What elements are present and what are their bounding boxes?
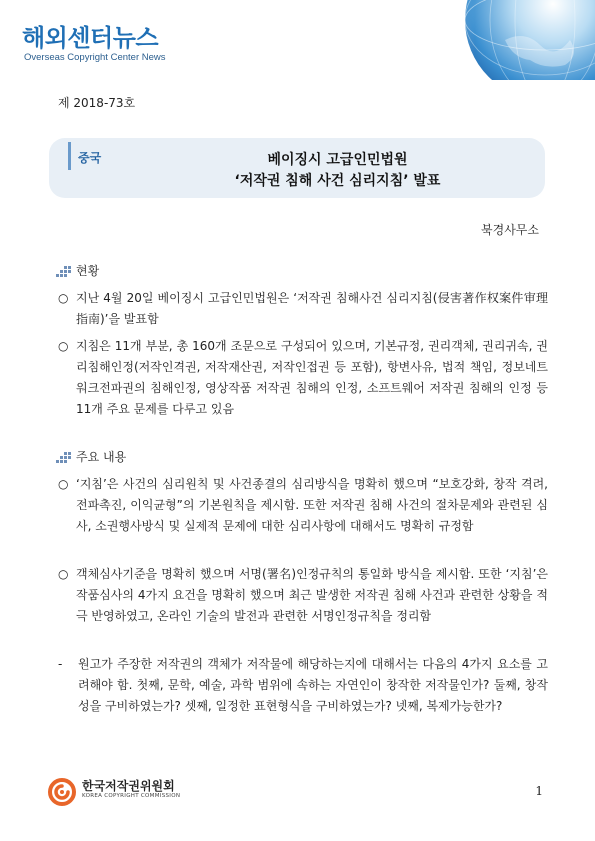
footer-logo xyxy=(48,774,258,808)
article-title-line1: 베이징시 고급인민법원 xyxy=(267,152,408,168)
footer-org-name: 한국저작권위원회 xyxy=(82,779,175,793)
dash-bullet-icon: - xyxy=(58,657,63,671)
footer-org-name-en: KOREA COPYRIGHT COMMISSION xyxy=(82,793,181,799)
section-dots-icon xyxy=(56,265,72,277)
circle-bullet-icon: ○ xyxy=(58,567,69,581)
page-number: 1 xyxy=(535,784,543,798)
list-item-text: 객체심사기준을 명확히 했으며 서명(署名)인정규칙의 통일화 방식을 제시함. 또한 ‘지침’은 작품심사의 4가지 요건을 명확히 했으며 최근 발생한 저작권 침해 사건과 관련한 상황을 적극 반영하였고, 온라인 기술의 발전과 관련한 서명인정규칙을 정리함 xyxy=(76,567,548,623)
list-item-text: 원고가 주장한 저작권의 객체가 저작물에 해당하는지에 대해서는 다음의 4가지 요소를 고려해야 함. 첫째, 문학, 예술, 과학 범위에 속하는 자연인이 창작한 저작물인가? 둘째, 창작성을 구비하였는가? 셋째, 일정한 표현형식을 구비하였는가? 넷째, 복제가능한가? xyxy=(78,657,548,713)
section-heading-status xyxy=(56,262,99,279)
circle-bullet-icon: ○ xyxy=(58,339,69,353)
copyright-commission-logo-icon xyxy=(48,778,76,810)
newsletter-header xyxy=(0,0,595,80)
section-heading-main-content xyxy=(56,448,126,465)
issue-number: 제 2018-73호 xyxy=(58,96,136,110)
list-item xyxy=(58,474,548,537)
list-item xyxy=(58,336,548,420)
section-heading-label: 주요 내용 xyxy=(76,450,127,464)
list-item xyxy=(58,654,548,717)
newsletter-title: 해외센터뉴스 xyxy=(22,24,159,52)
list-item xyxy=(58,564,548,627)
section-heading-label: 현황 xyxy=(76,264,100,278)
list-item xyxy=(58,288,548,330)
list-item-text: 지침은 11개 부분, 총 160개 조문으로 구성되어 있으며, 기본규정, 권리객체, 권리귀속, 권리침해인정(저작인격권, 저작재산권, 저작인접권 등 포함), 항변사유, 법적 책임, 정보네트워크전파권의 침해인정, 영상작품 저작권 침해의 인정, 소프트웨어 저작권 침해의 인정 등 11개 주요 문제를 다루고 있음 xyxy=(76,339,548,416)
newsletter-subtitle: Overseas Copyright Center News xyxy=(24,52,166,63)
globe-graphic xyxy=(395,0,595,80)
list-item-text: 지난 4월 20일 베이징시 고급인민법원은 ‘저작권 침해사건 심리지침(侵害著作权案件审理指南)’을 발표함 xyxy=(76,291,548,326)
circle-bullet-icon: ○ xyxy=(58,477,69,491)
section-dots-icon xyxy=(56,451,72,463)
office-name: 북경사무소 xyxy=(481,223,539,237)
circle-bullet-icon: ○ xyxy=(58,291,69,305)
list-item-text: ‘지침’은 사건의 심리원칙 및 사건종결의 심리방식을 명확히 했으며 “보호강화, 창작 격려, 전파촉진, 이익균형”의 기본원칙을 제시함. 또한 저작권 침해 사건의 절차문제와 관련된 심사, 소권행사방식 및 실제적 문제에 대한 심리사항에 대해서도 명확히 규정함 xyxy=(76,477,548,533)
article-title-line2: ‘저작권 침해 사건 심리지침’ 발표 xyxy=(234,173,441,189)
country-label: 중국 xyxy=(78,151,102,165)
